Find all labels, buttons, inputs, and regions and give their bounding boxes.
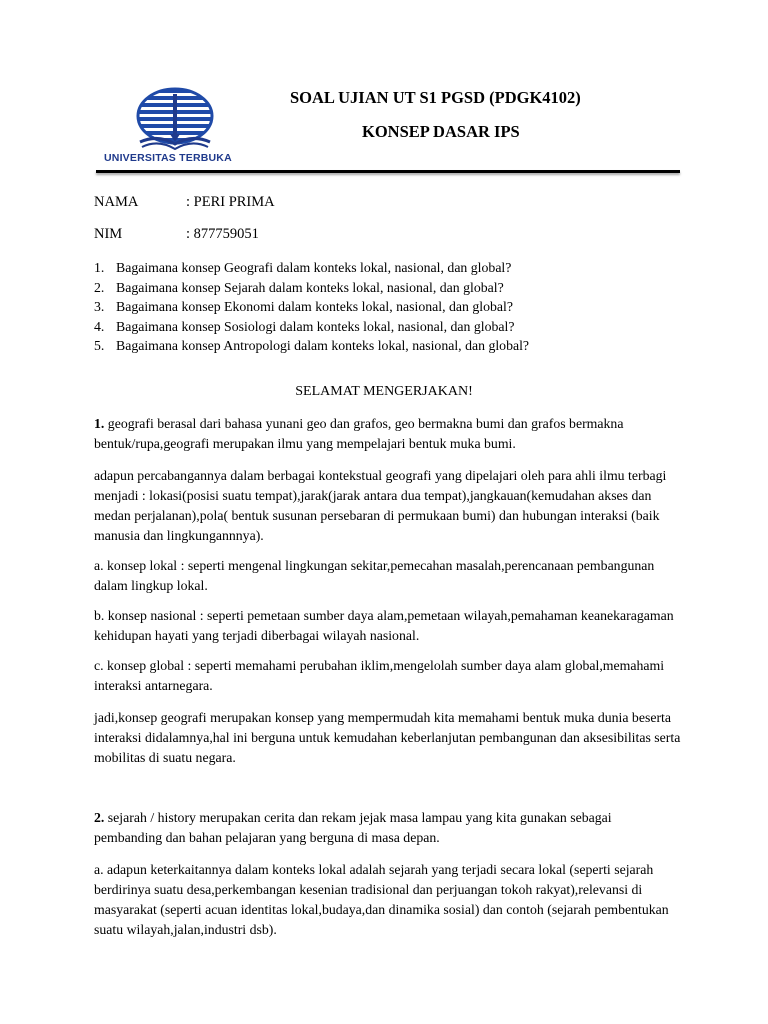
question-list (94, 258, 529, 356)
question-text: Bagaimana konsep Sosiologi dalam konteks lokal, nasional, dan global? (116, 318, 515, 334)
answer-1-intro-text: geografi berasal dari bahasa yunani geo dan grafos, geo bermakna bumi dan grafos bermakna bentuk/rupa,geografi merupakan ilmu yang mempelajari bentuk muka bumi. (94, 416, 624, 451)
exam-title: SOAL UJIAN UT S1 PGSD (PDGK4102) (290, 88, 581, 107)
answer-1-global: c. konsep global : seperti memahami perubahan iklim,mengelolah sumber daya alam global,memahami interaksi antarnegara. (94, 658, 665, 693)
answer-1-conclusion: jadi,konsep geografi merupakan konsep yang mempermudah kita memahami bentuk muka dunia beserta interaksi didalamnya,hal ini berguna untuk kemudahan keberlanjutan pembangunan dan aksesibilitas serta mobilitas di suatu negara. (94, 710, 681, 765)
answer-1-number: 1. (94, 416, 105, 431)
nim-value: : 877759051 (186, 226, 259, 242)
answer-2-intro (94, 808, 682, 848)
question-text: Bagaimana konsep Antropologi dalam konteks lokal, nasional, dan global? (116, 338, 530, 353)
question-item (94, 297, 529, 317)
question-text: Bagaimana konsep Sejarah dalam konteks lokal, nasional, dan global? (116, 279, 504, 295)
name-label: NAMA (94, 194, 139, 210)
answer-1-local: a. konsep lokal : seperti mengenal lingkungan sekitar,pemecahan masalah,perencanaan pembangunan dalam lingkup lokal. (94, 558, 655, 593)
answer-2-local: a. adapun keterkaitannya dalam konteks lokal adalah sejarah yang terjadi secara lokal (seperti sejarah berdirinya suatu desa,perkembangan kesenian tradisional dan perjuangan tokoh rakyat),relevansi di masyarakat (seperti acuan identitas lokal,budaya,dan dinamika sosial) dan contoh (sejarah pembentukan suatu wilayah,jalan,industri dsb). (94, 862, 669, 937)
question-number: 3. (94, 299, 105, 314)
question-item (94, 317, 529, 337)
question-number: 5. (94, 338, 105, 353)
answer-1-branches: adapun percabangannya dalam berbagai kontekstual geografi yang dipelajari oleh para ahli ilmu terbagi menjadi : lokasi(posisi suatu tempat),jarak(jarak antara dua tempat),jangkauan(kemudahan akses dan medan perjalanan),pola( bentuk susunan persebaran di permukaan bumi) dan hubungan interaksi (baik manusia dan lingkungannnya). (94, 468, 667, 543)
question-item (94, 258, 529, 278)
question-number: 1. (94, 260, 105, 275)
question-item (94, 336, 529, 356)
question-number: 4. (94, 318, 105, 334)
greeting-text: SELAMAT MENGERJAKAN! (295, 384, 473, 399)
answer-2-intro-text: sejarah / history merupakan cerita dan rekam jejak masa lampau yang kita gunakan sebagai pembanding dan bahan pelajaran yang berguna di masa depan. (94, 810, 612, 845)
answer-2-number: 2. (94, 810, 105, 825)
student-name-row (94, 194, 275, 211)
question-number: 2. (94, 279, 105, 295)
student-nim-row (94, 226, 259, 243)
logo-text: UNIVERSITAS TERBUKA (104, 152, 232, 164)
name-value: : PERI PRIMA (186, 194, 275, 210)
exam-subtitle: KONSEP DASAR IPS (362, 122, 520, 141)
answer-1-national: b. konsep nasional : seperti pemetaan sumber daya alam,pemetaan wilayah,pemahaman keanekaragaman kehidupan hayati yang terjadi diberbagai wilayah nasional. (94, 608, 674, 643)
question-text: Bagaimana konsep Geografi dalam konteks lokal, nasional, dan global? (116, 260, 512, 275)
header-divider (96, 170, 680, 173)
answer-1-intro (94, 414, 682, 454)
nim-label: NIM (94, 226, 123, 242)
question-text: Bagaimana konsep Ekonomi dalam konteks lokal, nasional, dan global? (116, 299, 513, 314)
question-item (94, 278, 529, 298)
